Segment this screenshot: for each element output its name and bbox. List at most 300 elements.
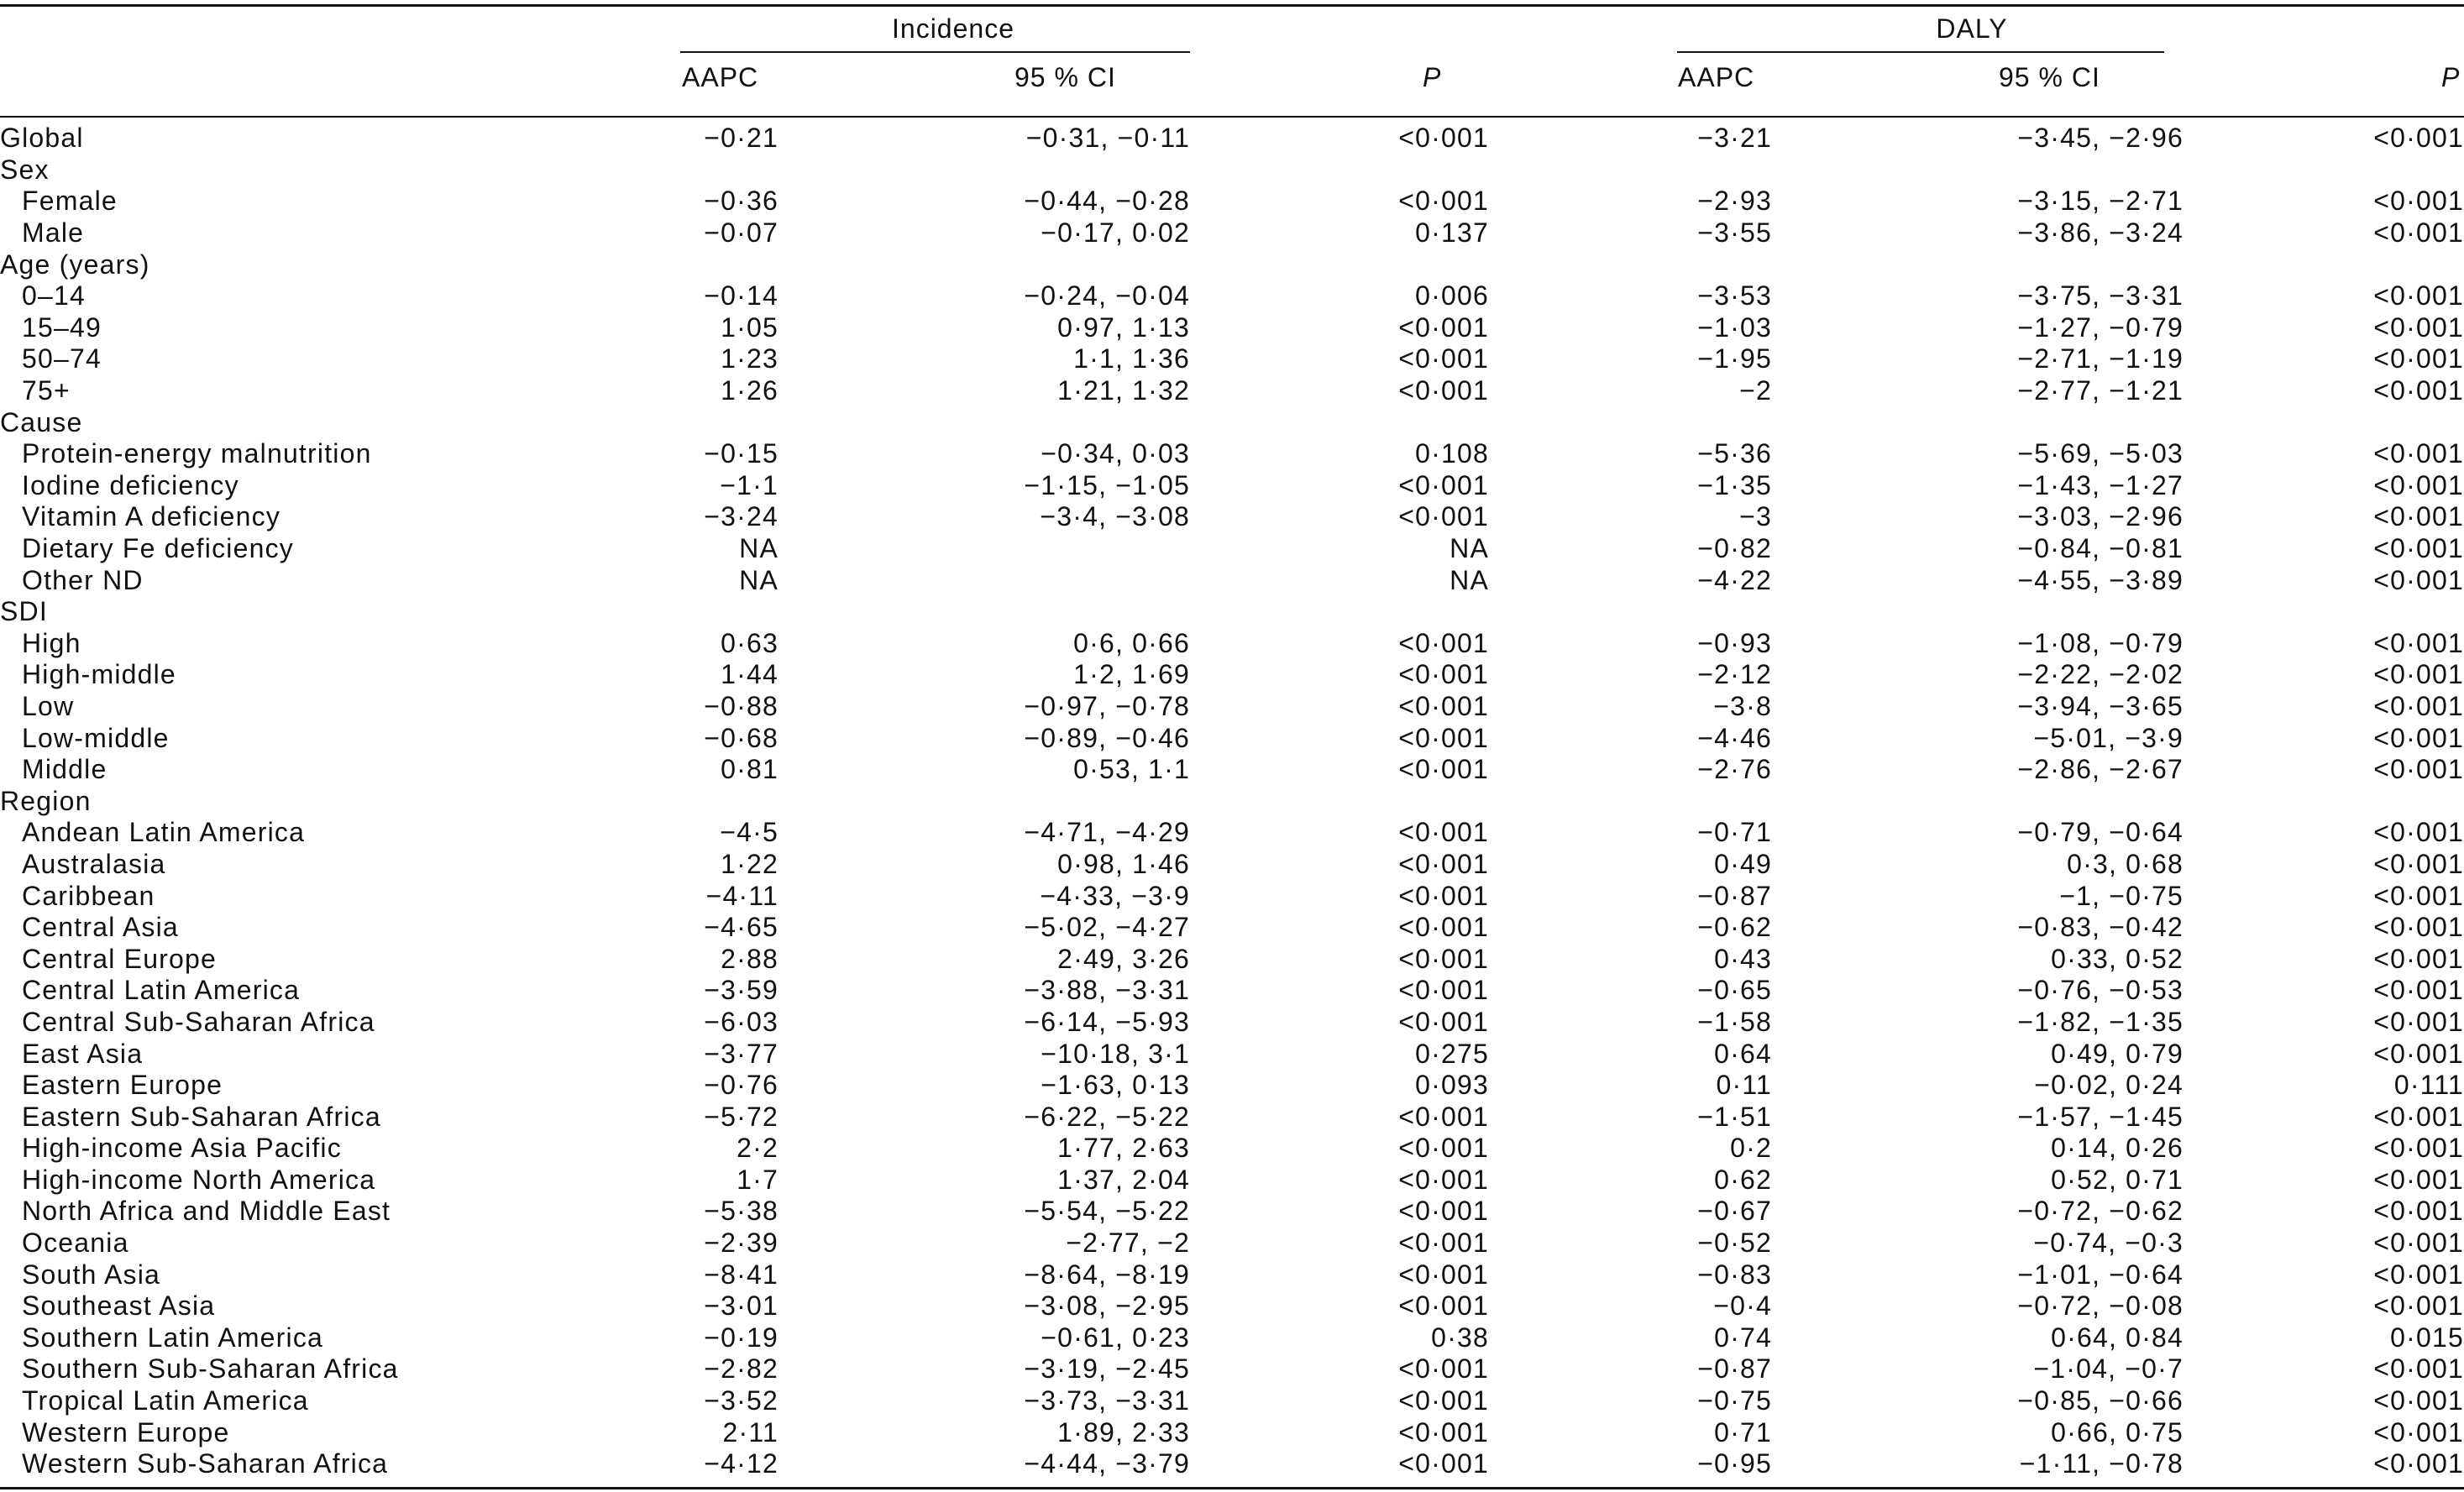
incidence-p-cell: <0·001 bbox=[1398, 311, 1489, 343]
incidence-aapc-cell: 1·22 bbox=[721, 848, 779, 879]
incidence-ci-cell bbox=[779, 533, 1190, 565]
top-rule bbox=[0, 4, 2464, 7]
row-label: Dietary Fe deficiency bbox=[22, 533, 294, 564]
incidence-ci-cell: −6·14, −5·93 bbox=[1024, 1006, 1190, 1037]
daly-p-cell: <0·001 bbox=[2373, 469, 2464, 500]
table-row bbox=[0, 628, 2464, 660]
incidence-aapc-cell: 1·44 bbox=[721, 659, 779, 690]
daly-ci-cell: −3·15, −2·71 bbox=[2017, 186, 2184, 217]
daly-ci-cell: −2·77, −1·21 bbox=[2017, 375, 2184, 406]
daly-aapc-cell: −0·95 bbox=[1697, 1448, 1772, 1479]
incidence-ci-cell: 1·89, 2·33 bbox=[1057, 1416, 1190, 1448]
row-label: Low bbox=[22, 690, 75, 721]
table-row bbox=[0, 1259, 2464, 1290]
row-label: Protein-energy malnutrition bbox=[22, 438, 372, 469]
daly-ci-cell: −3·03, −2·96 bbox=[2017, 501, 2184, 532]
row-label: 75+ bbox=[22, 375, 71, 406]
data-table-body bbox=[0, 123, 2464, 1480]
incidence-p-cell: <0·001 bbox=[1398, 1164, 1489, 1195]
table-row bbox=[0, 1416, 2464, 1448]
daly-p-cell: <0·001 bbox=[2373, 943, 2464, 974]
incidence-group-header: Incidence bbox=[892, 13, 1014, 44]
daly-ci-cell: −0·85, −0·66 bbox=[2017, 1385, 2184, 1416]
incidence-group-rule bbox=[680, 51, 1190, 53]
incidence-p-cell: <0·001 bbox=[1398, 943, 1489, 974]
row-label: Australasia bbox=[22, 848, 166, 879]
daly-ci-cell: −2·86, −2·67 bbox=[2017, 754, 2184, 785]
table-row bbox=[0, 1196, 2464, 1228]
daly-ci-cell: −4·55, −3·89 bbox=[2017, 564, 2184, 595]
group-row bbox=[0, 406, 2464, 438]
incidence-p-cell: 0·108 bbox=[1415, 438, 1489, 469]
daly-p-cell bbox=[2184, 596, 2464, 628]
daly-aapc-cell: −3·8 bbox=[1713, 690, 1772, 721]
table-row bbox=[0, 849, 2464, 881]
daly-ci-cell: −1·27, −0·79 bbox=[2017, 311, 2184, 343]
row-label: Iodine deficiency bbox=[22, 469, 239, 500]
incidence-ci-cell: −10·18, 3·1 bbox=[1041, 1038, 1190, 1069]
daly-p-cell: <0·001 bbox=[2373, 1416, 2464, 1448]
table-row bbox=[0, 186, 2464, 217]
daly-p-cell: <0·001 bbox=[2373, 975, 2464, 1006]
incidence-p-cell: NA bbox=[1450, 564, 1489, 595]
row-label: Central Sub-Saharan Africa bbox=[22, 1006, 375, 1037]
incidence-p-cell: <0·001 bbox=[1398, 690, 1489, 721]
daly-ci-cell: 0·14, 0·26 bbox=[2051, 1133, 2184, 1164]
incidence-ci-cell bbox=[779, 406, 1190, 438]
row-label: Southern Latin America bbox=[22, 1322, 324, 1353]
daly-aapc-cell bbox=[1489, 596, 1772, 628]
daly-aapc-cell: −0·67 bbox=[1697, 1196, 1772, 1227]
incidence-aapc-cell: 0·81 bbox=[721, 754, 779, 785]
incidence-ci-cell: 0·6, 0·66 bbox=[1073, 627, 1190, 658]
incidence-p-cell: <0·001 bbox=[1398, 975, 1489, 1006]
row-label: North Africa and Middle East bbox=[22, 1196, 391, 1227]
incidence-p-cell: <0·001 bbox=[1398, 848, 1489, 879]
incidence-aapc-cell: 1·23 bbox=[721, 343, 779, 374]
daly-aapc-cell: −0·93 bbox=[1697, 627, 1772, 658]
incidence-aapc-cell: 1·05 bbox=[721, 311, 779, 343]
daly-ci-cell: −1·11, −0·78 bbox=[2019, 1448, 2184, 1479]
table-row bbox=[0, 817, 2464, 849]
daly-p-cell: <0·001 bbox=[2373, 754, 2464, 785]
daly-ci-cell: −1·43, −1·27 bbox=[2017, 469, 2184, 500]
row-label: Vitamin A deficiency bbox=[22, 501, 281, 532]
incidence-p-cell: 0·137 bbox=[1415, 217, 1489, 249]
table-row bbox=[0, 501, 2464, 533]
daly-aapc-cell: 0·62 bbox=[1714, 1164, 1772, 1195]
incidence-p-cell: <0·001 bbox=[1398, 627, 1489, 658]
daly-p-cell: <0·001 bbox=[2373, 1196, 2464, 1227]
incidence-aapc-cell: −0·21 bbox=[704, 123, 779, 154]
table-row bbox=[0, 1228, 2464, 1259]
table-row bbox=[0, 438, 2464, 470]
daly-aapc-cell: −0·87 bbox=[1697, 1353, 1772, 1385]
incidence-p-cell: 0·006 bbox=[1415, 280, 1489, 311]
row-label: South Asia bbox=[22, 1259, 160, 1290]
incidence-p-cell: <0·001 bbox=[1398, 375, 1489, 406]
incidence-p-cell bbox=[1190, 596, 1489, 628]
incidence-aapc-cell: −8·41 bbox=[704, 1259, 779, 1290]
incidence-ci-cell bbox=[779, 596, 1190, 628]
incidence-aapc-cell bbox=[672, 249, 779, 280]
table-row bbox=[0, 1070, 2464, 1102]
incidence-aapc-cell: −0·14 bbox=[704, 280, 779, 311]
daly-p-cell: <0·001 bbox=[2373, 186, 2464, 217]
incidence-ci-cell: 0·53, 1·1 bbox=[1073, 754, 1190, 785]
daly-p-cell: <0·001 bbox=[2373, 912, 2464, 943]
table-row bbox=[0, 1290, 2464, 1322]
daly-ci-cell bbox=[1772, 406, 2184, 438]
daly-ci-cell bbox=[1772, 154, 2184, 186]
incidence-aapc-header: AAPC bbox=[682, 62, 759, 92]
incidence-p-cell: 0·275 bbox=[1415, 1038, 1489, 1069]
daly-p-cell: <0·001 bbox=[2373, 1290, 2464, 1322]
daly-ci-cell: −3·75, −3·31 bbox=[2017, 280, 2184, 311]
table-rows bbox=[0, 123, 2464, 1480]
incidence-p-cell: <0·001 bbox=[1398, 123, 1489, 154]
daly-p-cell: <0·001 bbox=[2373, 280, 2464, 311]
table-row bbox=[0, 975, 2464, 1007]
table-row bbox=[0, 722, 2464, 754]
daly-p-cell bbox=[2184, 406, 2464, 438]
incidence-ci-cell bbox=[779, 249, 1190, 280]
daly-ci-cell: −0·84, −0·81 bbox=[2017, 533, 2184, 564]
daly-aapc-cell: −0·83 bbox=[1697, 1259, 1772, 1290]
row-label: Male bbox=[22, 217, 85, 249]
daly-aapc-cell: −3 bbox=[1739, 501, 1772, 532]
daly-ci-cell: −5·01, −3·9 bbox=[2033, 722, 2184, 753]
daly-aapc-cell: 0·74 bbox=[1714, 1322, 1772, 1353]
incidence-p-cell: <0·001 bbox=[1398, 1448, 1489, 1479]
group-row bbox=[0, 596, 2464, 628]
daly-ci-cell: −3·94, −3·65 bbox=[2017, 690, 2184, 721]
daly-p-cell: <0·001 bbox=[2373, 1353, 2464, 1385]
incidence-ci-cell: 0·97, 1·13 bbox=[1057, 311, 1190, 343]
daly-p-cell: <0·001 bbox=[2373, 690, 2464, 721]
table-row bbox=[0, 1322, 2464, 1354]
daly-p-cell: <0·001 bbox=[2373, 375, 2464, 406]
table-row bbox=[0, 691, 2464, 723]
incidence-aapc-cell: −3·59 bbox=[704, 975, 779, 1006]
incidence-p-cell: <0·001 bbox=[1398, 1353, 1489, 1385]
daly-ci-cell: −5·69, −5·03 bbox=[2017, 438, 2184, 469]
row-label: East Asia bbox=[22, 1038, 144, 1069]
table-row bbox=[0, 1038, 2464, 1070]
daly-p-cell: <0·001 bbox=[2373, 123, 2464, 154]
group-label: Age (years) bbox=[0, 249, 150, 280]
daly-aapc-cell: −5·36 bbox=[1697, 438, 1772, 469]
table-row bbox=[0, 375, 2464, 407]
incidence-aapc-cell bbox=[672, 785, 779, 817]
daly-group-rule bbox=[1677, 51, 2164, 53]
incidence-p-cell: <0·001 bbox=[1398, 659, 1489, 690]
daly-aapc-cell: −1·58 bbox=[1697, 1006, 1772, 1037]
daly-p-cell: <0·001 bbox=[2373, 533, 2464, 564]
incidence-aapc-cell: −0·68 bbox=[704, 722, 779, 753]
row-label: Global bbox=[0, 123, 84, 154]
incidence-ci-cell: −0·34, 0·03 bbox=[1041, 438, 1190, 469]
row-label: Eastern Sub-Saharan Africa bbox=[22, 1101, 381, 1132]
daly-ci-cell: −0·74, −0·3 bbox=[2033, 1228, 2184, 1259]
incidence-p-cell: <0·001 bbox=[1398, 1385, 1489, 1416]
daly-ci-cell: −3·45, −2·96 bbox=[2017, 123, 2184, 154]
incidence-ci-cell: −0·89, −0·46 bbox=[1024, 722, 1190, 753]
daly-aapc-cell: −0·4 bbox=[1713, 1290, 1772, 1322]
incidence-ci-cell: −3·73, −3·31 bbox=[1024, 1385, 1190, 1416]
incidence-aapc-cell: −4·11 bbox=[705, 880, 779, 911]
daly-p-cell: <0·001 bbox=[2373, 501, 2464, 532]
table-row bbox=[0, 564, 2464, 596]
incidence-aapc-cell: −0·07 bbox=[704, 217, 779, 249]
incidence-ci-cell: 1·1, 1·36 bbox=[1073, 343, 1190, 374]
daly-aapc-cell: 0·2 bbox=[1730, 1133, 1772, 1164]
table-row bbox=[0, 912, 2464, 944]
row-label: 15–49 bbox=[22, 311, 102, 343]
row-label: Oceania bbox=[22, 1228, 129, 1259]
daly-ci-cell bbox=[1772, 596, 2184, 628]
daly-ci-cell: −1·01, −0·64 bbox=[2017, 1259, 2184, 1290]
header-rule bbox=[0, 116, 2464, 118]
daly-p-cell: <0·001 bbox=[2373, 1133, 2464, 1164]
daly-aapc-cell: −0·52 bbox=[1697, 1228, 1772, 1259]
daly-aapc-cell: 0·71 bbox=[1714, 1416, 1772, 1448]
row-label: High-income North America bbox=[22, 1164, 376, 1195]
incidence-ci-cell: −8·64, −8·19 bbox=[1024, 1259, 1190, 1290]
daly-ci-cell: −0·02, 0·24 bbox=[2034, 1070, 2184, 1101]
incidence-aapc-cell: −3·52 bbox=[704, 1385, 779, 1416]
incidence-aapc-cell: −4·65 bbox=[704, 912, 779, 943]
incidence-aapc-cell: 2·88 bbox=[721, 943, 779, 974]
incidence-aapc-cell: −1·1 bbox=[720, 469, 779, 500]
table-row bbox=[0, 1385, 2464, 1417]
daly-p-cell: <0·001 bbox=[2373, 659, 2464, 690]
incidence-aapc-cell: −0·19 bbox=[704, 1322, 779, 1353]
daly-p-cell: <0·001 bbox=[2373, 311, 2464, 343]
table-row bbox=[0, 1133, 2464, 1165]
row-label: High bbox=[22, 627, 81, 658]
incidence-aapc-cell: NA bbox=[739, 564, 779, 595]
daly-ci-cell: −1·82, −1·35 bbox=[2017, 1006, 2184, 1037]
incidence-ci-cell: 1·2, 1·69 bbox=[1073, 659, 1190, 690]
incidence-aapc-cell: 2·11 bbox=[722, 1416, 779, 1448]
daly-ci-cell bbox=[1772, 249, 2184, 280]
daly-p-cell: 0·015 bbox=[2390, 1322, 2464, 1353]
incidence-p-cell bbox=[1190, 249, 1489, 280]
daly-aapc-cell: 0·49 bbox=[1714, 848, 1772, 879]
incidence-ci-cell: −0·61, 0·23 bbox=[1041, 1322, 1190, 1353]
incidence-p-cell: 0·093 bbox=[1415, 1070, 1489, 1101]
daly-p-cell: <0·001 bbox=[2373, 217, 2464, 249]
incidence-ci-cell: −4·33, −3·9 bbox=[1040, 880, 1190, 911]
table-row bbox=[0, 754, 2464, 786]
daly-ci-cell: −0·79, −0·64 bbox=[2017, 817, 2184, 848]
incidence-aapc-cell bbox=[672, 406, 779, 438]
incidence-ci-cell: −3·4, −3·08 bbox=[1040, 501, 1190, 532]
daly-p-cell: <0·001 bbox=[2373, 564, 2464, 595]
daly-p-cell: <0·001 bbox=[2373, 1006, 2464, 1037]
daly-aapc-cell: −0·65 bbox=[1697, 975, 1772, 1006]
row-label: Low-middle bbox=[22, 722, 170, 753]
incidence-aapc-cell: 1·7 bbox=[737, 1164, 779, 1195]
incidence-ci-cell: 1·37, 2·04 bbox=[1057, 1164, 1190, 1195]
daly-aapc-cell: 0·64 bbox=[1714, 1038, 1772, 1069]
incidence-aapc-cell: −3·01 bbox=[704, 1290, 779, 1322]
daly-ci-cell: 0·3, 0·68 bbox=[2067, 848, 2184, 879]
daly-aapc-cell bbox=[1489, 406, 1772, 438]
table-row bbox=[0, 1101, 2464, 1133]
daly-ci-cell: −1·57, −1·45 bbox=[2017, 1101, 2184, 1132]
table-row bbox=[0, 123, 2464, 154]
incidence-ci-cell: 2·49, 3·26 bbox=[1057, 943, 1190, 974]
incidence-ci-cell bbox=[779, 785, 1190, 817]
incidence-p-cell: <0·001 bbox=[1398, 1228, 1489, 1259]
daly-aapc-cell: −4·22 bbox=[1697, 564, 1772, 595]
incidence-aapc-cell: NA bbox=[739, 533, 779, 564]
incidence-aapc-cell: −3·77 bbox=[704, 1038, 779, 1069]
incidence-aapc-cell: −0·88 bbox=[704, 690, 779, 721]
daly-ci-cell: −2·22, −2·02 bbox=[2017, 659, 2184, 690]
daly-p-cell bbox=[2184, 249, 2464, 280]
row-label: Southern Sub-Saharan Africa bbox=[22, 1353, 399, 1385]
daly-ci-cell: −0·72, −0·62 bbox=[2017, 1196, 2184, 1227]
row-label: Central Latin America bbox=[22, 975, 301, 1006]
incidence-ci-cell: −3·19, −2·45 bbox=[1024, 1353, 1190, 1385]
incidence-ci-cell: −0·44, −0·28 bbox=[1024, 186, 1190, 217]
group-label: SDI bbox=[0, 596, 48, 627]
table-row bbox=[0, 1353, 2464, 1385]
daly-p-cell: <0·001 bbox=[2373, 1164, 2464, 1195]
incidence-p-header: P bbox=[1423, 62, 1442, 92]
daly-aapc-cell: −1·51 bbox=[1697, 1101, 1772, 1132]
daly-aapc-cell: −0·87 bbox=[1697, 880, 1772, 911]
daly-ci-cell: −3·86, −3·24 bbox=[2017, 217, 2184, 249]
incidence-ci-cell: −1·63, 0·13 bbox=[1041, 1070, 1190, 1101]
incidence-aapc-cell: −6·03 bbox=[704, 1006, 779, 1037]
incidence-ci-cell: −2·77, −2 bbox=[1066, 1228, 1190, 1259]
table-row bbox=[0, 533, 2464, 565]
daly-p-cell: <0·001 bbox=[2373, 343, 2464, 374]
incidence-aapc-cell: −5·38 bbox=[704, 1196, 779, 1227]
incidence-ci-cell: −0·97, −0·78 bbox=[1024, 690, 1190, 721]
daly-aapc-cell: −0·75 bbox=[1697, 1385, 1772, 1416]
incidence-aapc-cell: −0·36 bbox=[704, 186, 779, 217]
daly-ci-cell: −1·08, −0·79 bbox=[2017, 627, 2184, 658]
incidence-p-cell: 0·38 bbox=[1431, 1322, 1489, 1353]
incidence-aapc-cell bbox=[672, 596, 779, 628]
row-label: Eastern Europe bbox=[22, 1070, 223, 1101]
incidence-ci-cell bbox=[779, 564, 1190, 596]
row-label: Western Europe bbox=[22, 1416, 230, 1448]
daly-aapc-cell: −1·95 bbox=[1697, 343, 1772, 374]
incidence-aapc-cell: 0·63 bbox=[721, 627, 779, 658]
incidence-aapc-cell: 2·2 bbox=[737, 1133, 779, 1164]
table-row bbox=[0, 1007, 2464, 1039]
daly-ci-cell bbox=[1772, 785, 2184, 817]
daly-aapc-cell: −3·55 bbox=[1697, 217, 1772, 249]
incidence-ci-cell: −0·31, −0·11 bbox=[1025, 123, 1190, 154]
incidence-p-cell: <0·001 bbox=[1398, 912, 1489, 943]
row-label: Tropical Latin America bbox=[22, 1385, 309, 1416]
daly-p-cell: <0·001 bbox=[2373, 1228, 2464, 1259]
daly-aapc-cell: −0·82 bbox=[1697, 533, 1772, 564]
daly-ci-cell: −0·83, −0·42 bbox=[2017, 912, 2184, 943]
incidence-ci-cell: −5·54, −5·22 bbox=[1024, 1196, 1190, 1227]
daly-aapc-cell: −4·46 bbox=[1697, 722, 1772, 753]
daly-ci-cell: −1, −0·75 bbox=[2059, 880, 2184, 911]
table-row bbox=[0, 280, 2464, 312]
daly-p-cell bbox=[2184, 785, 2464, 817]
bottom-rule bbox=[0, 1487, 2464, 1489]
incidence-p-cell: <0·001 bbox=[1398, 1259, 1489, 1290]
incidence-p-cell: <0·001 bbox=[1398, 1101, 1489, 1132]
row-label: Female bbox=[22, 186, 118, 217]
daly-p-cell: <0·001 bbox=[2373, 848, 2464, 879]
incidence-p-cell: <0·001 bbox=[1398, 469, 1489, 500]
daly-p-cell: <0·001 bbox=[2373, 722, 2464, 753]
daly-ci-cell: −0·76, −0·53 bbox=[2017, 975, 2184, 1006]
incidence-aapc-cell: −0·76 bbox=[704, 1070, 779, 1101]
group-label: Cause bbox=[0, 406, 83, 437]
daly-p-cell: <0·001 bbox=[2373, 627, 2464, 658]
daly-aapc-cell: 0·43 bbox=[1714, 943, 1772, 974]
incidence-ci-cell: −0·17, 0·02 bbox=[1041, 217, 1190, 249]
incidence-ci-cell: −6·22, −5·22 bbox=[1024, 1101, 1190, 1132]
daly-p-cell: <0·001 bbox=[2373, 1038, 2464, 1069]
table-row bbox=[0, 343, 2464, 375]
row-label: Other ND bbox=[22, 564, 144, 595]
incidence-ci-cell: 1·77, 2·63 bbox=[1057, 1133, 1190, 1164]
group-row bbox=[0, 785, 2464, 817]
table-row bbox=[0, 1448, 2464, 1480]
incidence-aapc-cell: −4·12 bbox=[704, 1448, 779, 1479]
table-row bbox=[0, 943, 2464, 975]
incidence-p-cell bbox=[1190, 406, 1489, 438]
incidence-p-cell: <0·001 bbox=[1398, 343, 1489, 374]
daly-ci-cell: 0·33, 0·52 bbox=[2051, 943, 2184, 974]
incidence-p-cell: <0·001 bbox=[1398, 501, 1489, 532]
table-row bbox=[0, 217, 2464, 249]
incidence-p-cell: NA bbox=[1450, 533, 1489, 564]
incidence-ci-cell: −4·44, −3·79 bbox=[1024, 1448, 1190, 1479]
daly-aapc-cell: −2·93 bbox=[1697, 186, 1772, 217]
row-label: Andean Latin America bbox=[22, 817, 306, 848]
incidence-p-cell: <0·001 bbox=[1398, 880, 1489, 911]
daly-ci-cell: 0·64, 0·84 bbox=[2051, 1322, 2184, 1353]
table-row bbox=[0, 880, 2464, 912]
daly-p-cell: <0·001 bbox=[2373, 1259, 2464, 1290]
daly-ci-cell: −0·72, −0·08 bbox=[2017, 1290, 2184, 1322]
daly-aapc-cell: −2·12 bbox=[1697, 659, 1772, 690]
table-row bbox=[0, 659, 2464, 691]
group-label: Region bbox=[0, 785, 92, 816]
incidence-p-cell: <0·001 bbox=[1398, 817, 1489, 848]
row-label: High-middle bbox=[22, 659, 176, 690]
daly-aapc-cell bbox=[1489, 249, 1772, 280]
daly-aapc-cell: −2 bbox=[1739, 375, 1772, 406]
daly-aapc-cell: 0·11 bbox=[1716, 1070, 1772, 1101]
incidence-p-cell: <0·001 bbox=[1398, 754, 1489, 785]
incidence-ci-cell: 0·98, 1·46 bbox=[1057, 848, 1190, 879]
incidence-ci-cell: −4·71, −4·29 bbox=[1024, 817, 1190, 848]
incidence-p-cell bbox=[1190, 154, 1489, 186]
group-row bbox=[0, 154, 2464, 186]
table-row bbox=[0, 312, 2464, 344]
row-label: Central Europe bbox=[22, 943, 218, 974]
incidence-ci-cell: −1·15, −1·05 bbox=[1024, 469, 1190, 500]
incidence-ci-cell: −0·24, −0·04 bbox=[1024, 280, 1190, 311]
row-label: 50–74 bbox=[22, 343, 102, 374]
